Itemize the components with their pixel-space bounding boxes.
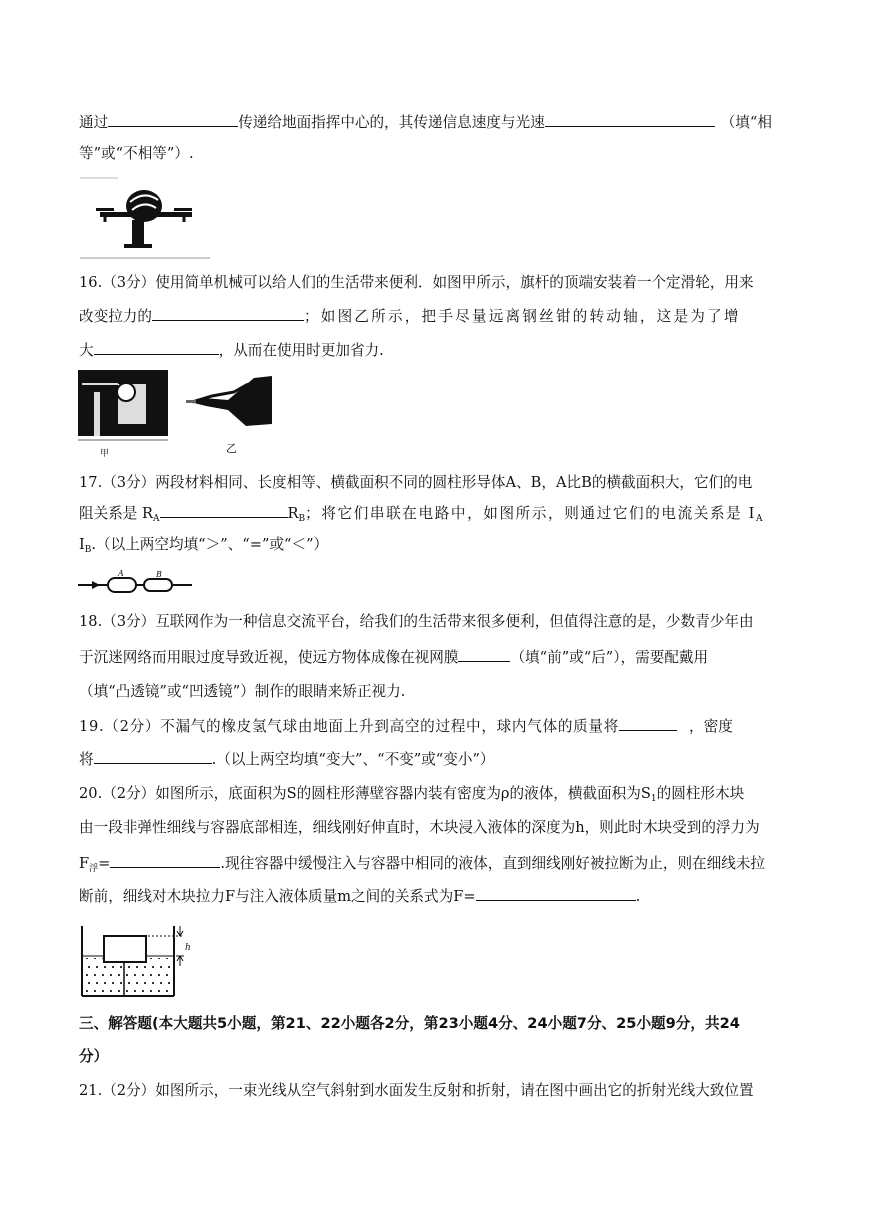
q20-line-4 xyxy=(79,886,791,907)
figure-label-a: A xyxy=(118,569,124,578)
q17-answer-blank-1[interactable] xyxy=(160,503,288,518)
q20-text: = xyxy=(98,855,111,872)
q18-text: 18.（3分）互联网作为一种信息交流平台，给我们的生活带来很多便利，但值得注意的是，少数青少年由 xyxy=(79,613,754,630)
section3-heading: 三、解答题(本大题共5小题，第21、22小题各2分，第23小题4分、24小题7分、25小题9分，共24 xyxy=(79,1015,740,1032)
q16-text: ；如图乙所示，把手尽量远离钢丝钳的转动轴，这是为了增 xyxy=(303,308,741,325)
q20-line-1 xyxy=(79,784,791,809)
q16-line-2 xyxy=(79,306,791,327)
q19-answer-blank-2[interactable] xyxy=(94,749,212,764)
q20-text: 由一段非弹性细线与容器底部相连，细线刚好伸直时，木块浸入液体的深度为h，则此时木块受到的浮力为 xyxy=(79,819,760,836)
q15-text: 等”或“不相等”）. xyxy=(79,145,194,162)
q15-text: （填“相 xyxy=(720,114,772,131)
q15-answer-blank-1[interactable] xyxy=(108,112,238,127)
q17-subscript: B xyxy=(84,545,92,555)
q20-line-3 xyxy=(79,853,791,879)
q19-text: 将 xyxy=(79,751,94,768)
q15-answer-blank-2[interactable] xyxy=(545,112,715,127)
conductors-figure xyxy=(78,568,196,598)
drone-figure xyxy=(78,176,212,260)
q17-text: R xyxy=(287,505,299,522)
q15-text: 通过 xyxy=(79,114,109,131)
q20-subscript: 浮 xyxy=(89,864,99,874)
q20-subscript: 1 xyxy=(650,794,657,804)
q18-text: 于沉迷网络而用眼过度导致近视，使远方物体成像在视网膜 xyxy=(79,649,459,666)
q16-line-3 xyxy=(79,340,791,361)
q21-line-1 xyxy=(79,1081,791,1101)
q20-text: . xyxy=(635,888,641,905)
q15-line-1 xyxy=(79,112,791,133)
section3-heading-line-2 xyxy=(79,1047,791,1067)
section3-heading-line-1 xyxy=(79,1014,791,1034)
container-block-figure xyxy=(80,920,198,1000)
q16-answer-blank-2[interactable] xyxy=(94,340,219,355)
q20-text: F xyxy=(79,855,90,872)
q17-text: 阻关系是 R xyxy=(79,505,154,522)
section3-heading: 分） xyxy=(79,1048,109,1065)
q16-line-1 xyxy=(79,273,791,293)
q17-text: .（以上两空均填“＞”、“=”或“＜”） xyxy=(91,536,329,553)
q20-answer-blank-1[interactable] xyxy=(110,853,220,868)
figure-label-h: h xyxy=(185,943,191,953)
figure-label-yi: 乙 xyxy=(226,442,237,455)
pulley-pliers-figure xyxy=(78,370,278,458)
q19-text: 19.（2分）不漏气的橡皮氢气球由地面上升到高空的过程中，球内气体的质量将 xyxy=(79,718,619,735)
q20-text: 20.（2分）如图所示，底面积为S的圆柱形薄壁容器内装有密度为ρ的液体，横截面积为S xyxy=(79,785,651,802)
q18-text: （填“凸透镜”或“凹透镜”）制作的眼睛来矫正视力. xyxy=(79,683,406,700)
q20-text: .现往容器中缓慢注入与容器中相同的液体，直到细线刚好被拉断为止，则在细线未拉 xyxy=(220,855,766,872)
q17-text: 17.（3分）两段材料相同、长度相等、横截面积不同的圆柱形导体A、B，A比B的横截面积大，它们的电 xyxy=(79,474,753,491)
q19-answer-blank-1[interactable] xyxy=(619,716,677,731)
q20-text: 的圆柱形木块 xyxy=(656,785,745,802)
q17-subscript: B xyxy=(298,514,306,524)
q19-text: ，密度 xyxy=(689,718,733,735)
q18-line-3 xyxy=(79,682,791,702)
q17-line-3 xyxy=(79,535,791,560)
q17-subscript: A xyxy=(153,514,160,524)
q15-line-2 xyxy=(79,144,791,164)
q18-line-2 xyxy=(79,647,791,668)
q20-text: 断前，细线对木块拉力F与注入液体质量m之间的关系式为F= xyxy=(79,888,476,905)
q17-subscript: A xyxy=(755,514,763,524)
q16-text: 大 xyxy=(79,342,94,359)
q18-answer-blank-1[interactable] xyxy=(458,647,510,662)
q15-text: 传递给地面指挥中心的，其传递信息速度与光速 xyxy=(238,114,545,131)
q21-text: 21.（2分）如图所示，一束光线从空气斜射到水面发生反射和折射，请在图中画出它的折射光线大致位置 xyxy=(79,1082,754,1099)
figure-label-b: B xyxy=(156,570,162,579)
q18-line-1 xyxy=(79,612,791,632)
q17-line-2 xyxy=(79,503,791,529)
q17-text: ；将它们串联在电路中，如图所示，则通过它们的电流关系是 I xyxy=(305,505,756,522)
q18-text: （填“前”或“后”），需要配戴用 xyxy=(510,649,709,666)
q16-text: 16.（3分）使用简单机械可以给人们的生活带来便利．如图甲所示，旗杆的顶端安装着一个定滑轮，用来 xyxy=(79,274,754,291)
q19-text: .（以上两空均填“变大”、“不变”或“变小”） xyxy=(211,751,495,768)
figure-label-jia: 甲 xyxy=(100,449,110,458)
q19-line-1 xyxy=(79,716,791,737)
q20-line-2 xyxy=(79,818,791,838)
q16-text: 改变拉力的 xyxy=(79,308,152,325)
q17-line-1 xyxy=(79,473,791,493)
q19-line-2 xyxy=(79,749,791,770)
q16-answer-blank-1[interactable] xyxy=(152,306,304,321)
q20-answer-blank-2[interactable] xyxy=(476,886,636,901)
q17-text: I xyxy=(79,536,85,553)
q16-text: ，从而在使用时更加省力. xyxy=(218,342,384,359)
